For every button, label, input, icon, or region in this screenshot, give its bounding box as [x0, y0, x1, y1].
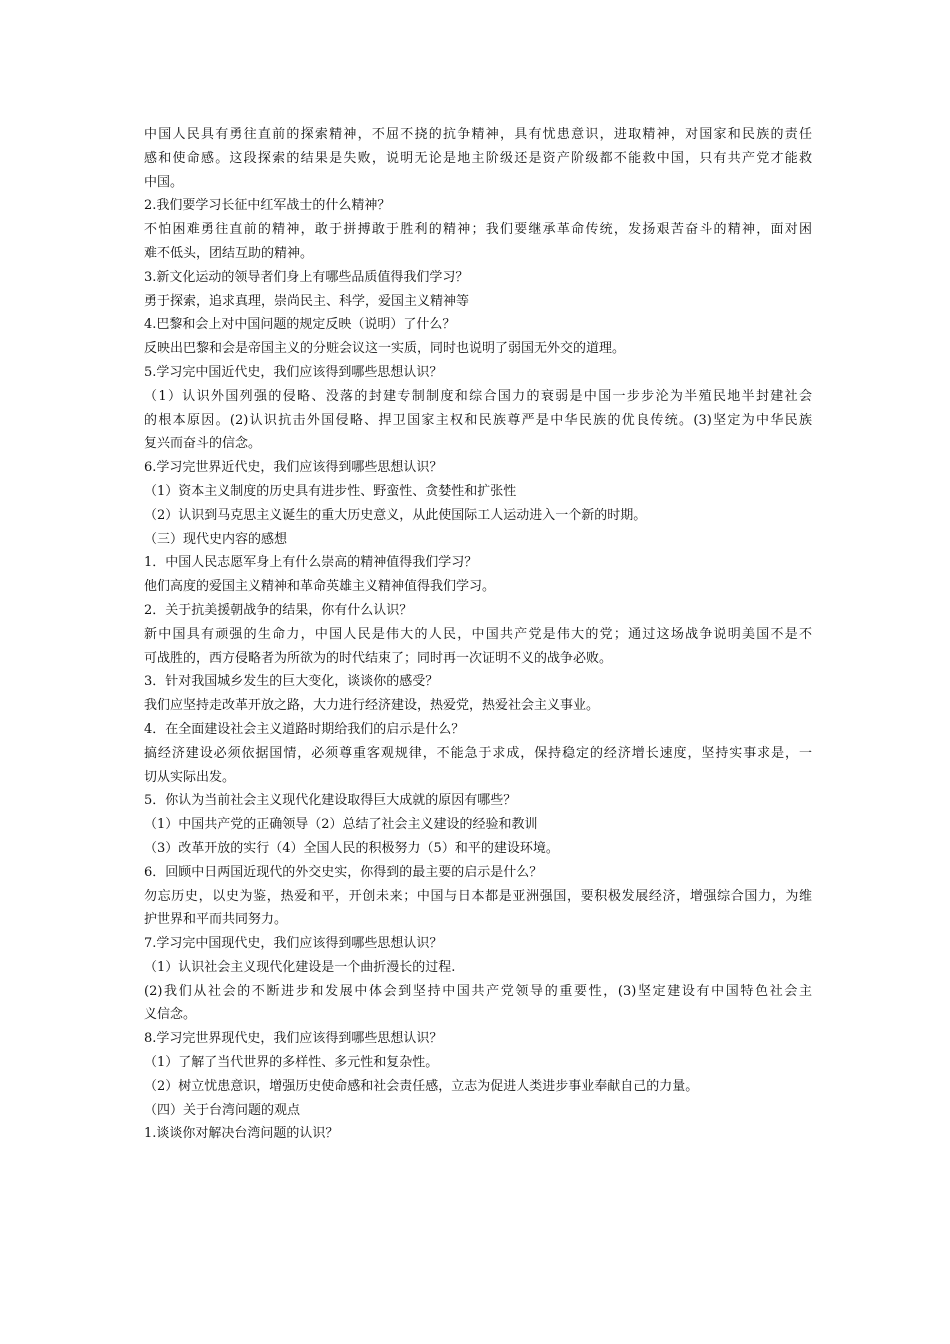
text-line: 难不低头，团结互助的精神。	[144, 245, 314, 261]
text-line: （四）关于台湾问题的观点	[144, 1102, 301, 1118]
text-line: (2)我们从社会的不断进步和发展中体会到坚持中国共产党领导的重要性，(3)坚定建设有中国特色社会主	[144, 983, 812, 999]
text-line: 勿忘历史，以史为鉴，热爱和平，开创未来；中国与日本都是亚洲强国，要积极发展经济，增强综合国力，为维	[144, 888, 812, 904]
text-line: 2.我们要学习长征中红军战士的什么精神？	[144, 198, 391, 214]
text-line: 新中国具有顽强的生命力，中国人民是伟大的人民，中国共产党是伟大的党；通过这场战争说明美国不是不	[144, 626, 812, 642]
text-line: 中国。	[144, 174, 184, 190]
text-line: 5.学习完中国近代史，我们应该得到哪些思想认识？	[144, 364, 443, 380]
text-line: 可战胜的，西方侵略者为所欲为的时代结束了；同时再一次证明不义的战争必败。	[144, 650, 613, 666]
text-line: （3）改革开放的实行（4）全国人民的积极努力（5）和平的建设环境。	[144, 840, 559, 856]
text-line: （1）认识外国列强的侵略、没落的封建专制制度和综合国力的衰弱是中国一步步沦为半殖民地半封建社会	[144, 388, 812, 404]
text-line: 3.新文化运动的领导者们身上有哪些品质值得我们学习？	[144, 269, 469, 285]
text-line: 我们应坚持走改革开放之路，大力进行经济建设，热爱党，热爱社会主义事业。	[144, 698, 600, 714]
text-line: 6.学习完世界近代史，我们应该得到哪些思想认识？	[144, 460, 443, 476]
text-line: 1．中国人民志愿军身上有什么崇高的精神值得我们学习？	[144, 555, 478, 571]
text-line: 5．你认为当前社会主义现代化建设取得巨大成就的原因有哪些？	[144, 793, 517, 809]
text-line: 的根本原因。(2)认识抗击外国侵略、捍卫国家主权和民族尊严是中华民族的优良传统。(3)坚定为中华民族	[144, 412, 812, 428]
text-line: 感和使命感。这段探索的结果是失败，说明无论是地主阶级还是资产阶级都不能救中国，只有共产党才能救	[144, 150, 812, 166]
text-line: 切从实际出发。	[144, 769, 236, 785]
text-line: 4．在全面建设社会主义道路时期给我们的启示是什么？	[144, 721, 465, 737]
text-line: （1）资本主义制度的历史具有进步性、野蛮性、贪婪性和扩张性	[144, 483, 517, 499]
text-line: 2．关于抗美援朝战争的结果，你有什么认识？	[144, 602, 413, 618]
text-line: 复兴而奋斗的信念。	[144, 436, 262, 452]
text-line: 搞经济建设必须依据国情，必须尊重客观规律，不能急于求成，保持稳定的经济增长速度，坚持实事求是，一	[144, 745, 812, 761]
text-line: （2）认识到马克思主义诞生的重大历史意义，从此使国际工人运动进入一个新的时期。	[144, 507, 647, 523]
text-line: 1.谈谈你对解决台湾问题的认识？	[144, 1126, 339, 1142]
text-line: 8.学习完世界现代史，我们应该得到哪些思想认识？	[144, 1031, 443, 1047]
text-line: 6．回顾中日两国近现代的外交史实，你得到的最主要的启示是什么？	[144, 864, 543, 880]
text-line: 勇于探索，追求真理，崇尚民主、科学，爱国主义精神等	[144, 293, 470, 309]
text-line: 中国人民具有勇往直前的探索精神，不屈不挠的抗争精神，具有忧患意识，进取精神，对国家和民族的责任	[144, 127, 812, 142]
text-line: 不怕困难勇往直前的精神，敢于拼搏敢于胜利的精神；我们要继承革命传统，发扬艰苦奋斗的精神，面对困	[144, 222, 812, 238]
text-line: 3．针对我国城乡发生的巨大变化，谈谈你的感受？	[144, 674, 439, 690]
text-line: 义信念。	[144, 1007, 197, 1023]
text-line: 反映出巴黎和会是帝国主义的分赃会议这一实质，同时也说明了弱国无外交的道理。	[144, 341, 626, 357]
text-line: （1）认识社会主义现代化建设是一个曲折漫长的过程.	[144, 959, 456, 975]
document-body	[144, 123, 812, 1146]
text-line: 4.巴黎和会上对中国问题的规定反映（说明）了什么？	[144, 317, 456, 333]
text-line: 7.学习完中国现代史，我们应该得到哪些思想认识？	[144, 936, 443, 952]
text-line: （1）了解了当代世界的多样性、多元性和复杂性。	[144, 1055, 439, 1071]
text-line: （2）树立忧患意识，增强历史使命感和社会责任感，立志为促进人类进步事业奉献自己的力量。	[144, 1078, 699, 1094]
text-line: 他们高度的爱国主义精神和革命英雄主义精神值得我们学习。	[144, 579, 496, 595]
text-line: 护世界和平而共同努力。	[144, 912, 288, 928]
text-line: （1）中国共产党的正确领导（2）总结了社会主义建设的经验和教训	[144, 817, 538, 833]
text-line: （三）现代史内容的感想	[144, 531, 288, 547]
